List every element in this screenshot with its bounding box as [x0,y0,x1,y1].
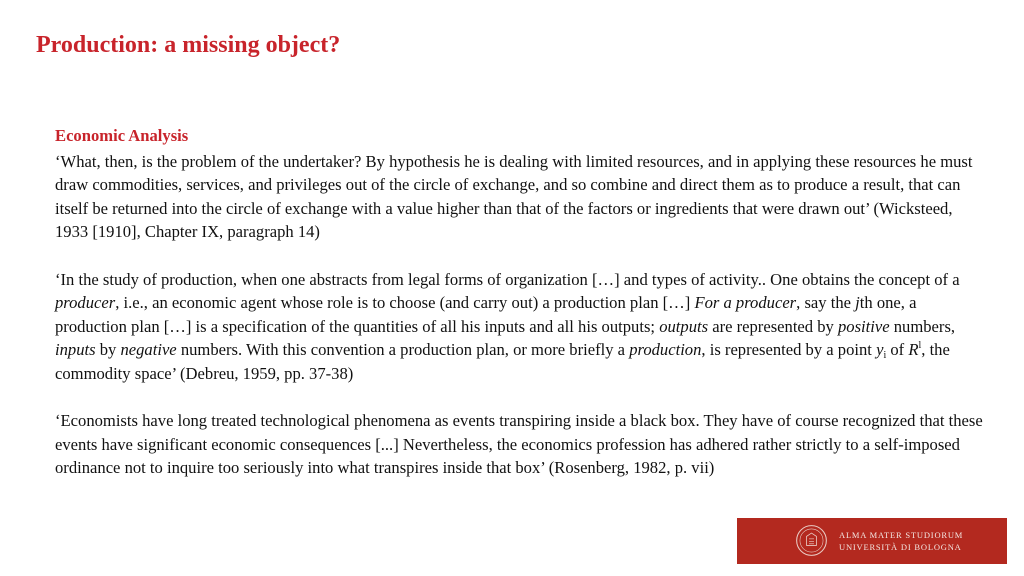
slide-title: Production: a missing object? [36,32,341,58]
university-logo [737,518,1007,564]
section-heading: Economic Analysis [55,126,189,145]
quote-rosenberg: ‘Economists have long treated technological phenomena as events transpiring inside a black box. They have of course recognized that these events have significant economic consequences [...] Nevertheless, the economics profession has adhered rather strictly to a self-imposed ordinance not to inquire too seriously into what transpires inside that box’ (Rosenberg, 1982, p. vii) [55,411,983,477]
university-seal-icon [795,524,828,557]
slide-content [55,124,985,480]
quote-debreu: ‘In the study of production, when one abstracts from legal forms of organization […] and types of activity.. One obtains the concept of a producer, i.e., an economic agent whose role is to choose (and carry out) a production plan […] For a producer, say the jth one, a production plan […] is a specification of the quantities of all his inputs and all his outputs; outputs are represented by positive numbers, inputs by negative numbers. With this convention a production plan, or more briefly a production, is represented by a point $y_i$ of $R^l$, the commodity space’ (Debreu, 1959, pp. 37-38) [55,269,960,383]
logo-text: ALMA MATER STUDIORUM UNIVERSITÀ DI BOLOGNA [839,530,964,552]
quote-wicksteed: ‘What, then, is the problem of the undertaker? By hypothesis he is dealing with limited resources, and in applying these resources he must draw commodities, services, and privileges out of the circle of exchange, and so combine and direct them as to produce a result, that can itself be returned into the circle of exchange with a value higher than that of the factors or ingredients that were drawn out’ (Wicksteed, 1933 [1910], Chapter IX, paragraph 14) [55,151,973,241]
